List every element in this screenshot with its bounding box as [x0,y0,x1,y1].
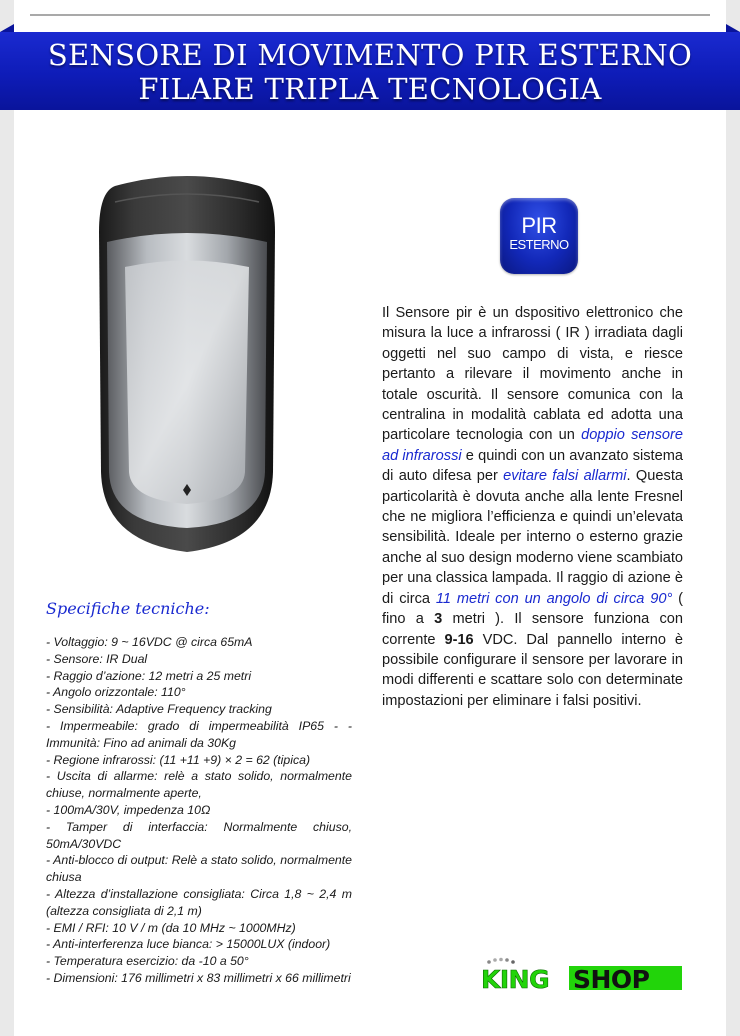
product-description [382,303,683,711]
spec-item: - Dimensioni: 176 millimetri x 83 millimetri x 66 millimetri [46,970,351,985]
desc-text: metri ). Il sensore funziona con corrente [382,611,683,648]
spec-item: - Tamper di interfaccia: Normalmente chiuso, 50mA/30VDC [46,819,352,851]
logo-text-king: KING [481,965,550,991]
product-image [95,172,279,554]
spec-item: - Anti-interferenza luce bianca: > 15000LUX (indoor) [46,937,331,952]
spec-item: - Sensibilità: Adaptive Frequency tracking [46,702,272,717]
desc-highlight: evitare falsi allarmi [503,468,627,485]
spec-item: - 100mA/30V, impedenza 10Ω [46,802,211,817]
spec-item: - Altezza d’installazione consigliata: Circa 1,8 ~ 2,4 m (altezza consigliata di 2,1 m) [46,886,352,918]
top-divider [30,14,710,16]
page-title-line2: FILARE TRIPLA TECNOLOGIA [138,72,602,106]
desc-bold: 3 [434,611,443,628]
spec-item: - Voltaggio: 9 ~ 16VDC @ circa 65mA [46,635,253,649]
desc-text: . Questa particolarità è dovuta anche alla lente Fresnel che ne migliora l’efficienza e quindi un’elevata sensibilità. Ideale per interno o esterno grazie anche al suo design moderno viene scambiato per una classica lampada. Il raggio di azione è di circa [382,468,683,607]
banner-fold-right [726,24,740,32]
spec-item: - Angolo orizzontale: 110° [46,685,186,700]
desc-highlight: doppio sensore ad infrarossi [382,427,683,464]
desc-highlight: 11 metri con un angolo di circa 90° [435,590,673,607]
specs-heading: Specifiche tecniche: [46,599,210,618]
spec-item: - Sensore: IR Dual [46,651,148,666]
badge-line2: ESTERNO [509,237,569,252]
desc-text: VDC. Dal pannello interno è possibile configurare il sensore per lavorare in modi differenti e scattare solo con determinate impostazioni per eliminare i falsi positivi. [382,631,683,709]
spec-item: - Uscita di allarme: relè a stato solido, normalmente chiuse, normalmente aperte, [46,769,352,801]
specs-list [46,634,352,987]
spec-item: - EMI / RFI: 10 V / m (da 10 MHz ~ 1000MHz) [46,920,296,935]
banner-fold-left [0,24,14,32]
spec-item: - Raggio d’azione: 12 metri a 25 metri [46,668,252,683]
desc-bold: 9-16 [444,631,474,648]
logo-dots-icon [487,958,515,964]
logo-text-shop: SHOP [573,965,650,991]
kingshop-logo [481,957,684,991]
desc-text: ( fino a [382,590,683,628]
spec-item: - Impermeabile: grado di impermeabilità IP65 - -Immunità: Fino ad animali da 30Kg [46,718,352,750]
pir-esterno-badge [500,198,578,274]
desc-text: Il Sensore pir è un dspositivo elettronico che misura la luce a infrarossi ( IR ) irradiata dagli oggetti nel suo campo di vista, e riesce pertanto a rilevare il movimento anche in totale oscurità. Il sensore comunica con la centralina in modalità cablata ed adotta una particolare tecnologia con un [382,305,683,444]
spec-item: - Regione infrarossi: (11 +11 +9) × 2 = 62 (tipica) [46,752,311,767]
page-title-line1: SENSORE DI MOVIMENTO PIR ESTERNO [47,38,693,72]
spec-item: - Anti-blocco di output: Relè a stato solido, normalmente chiusa [46,853,352,885]
badge-line1: PIR [521,213,557,238]
spec-item: - Temperatura esercizio: da -10 a 50° [46,954,249,969]
desc-text: e quindi con un avanzato sistema di auto difesa per [382,447,683,485]
title-banner [0,32,740,110]
